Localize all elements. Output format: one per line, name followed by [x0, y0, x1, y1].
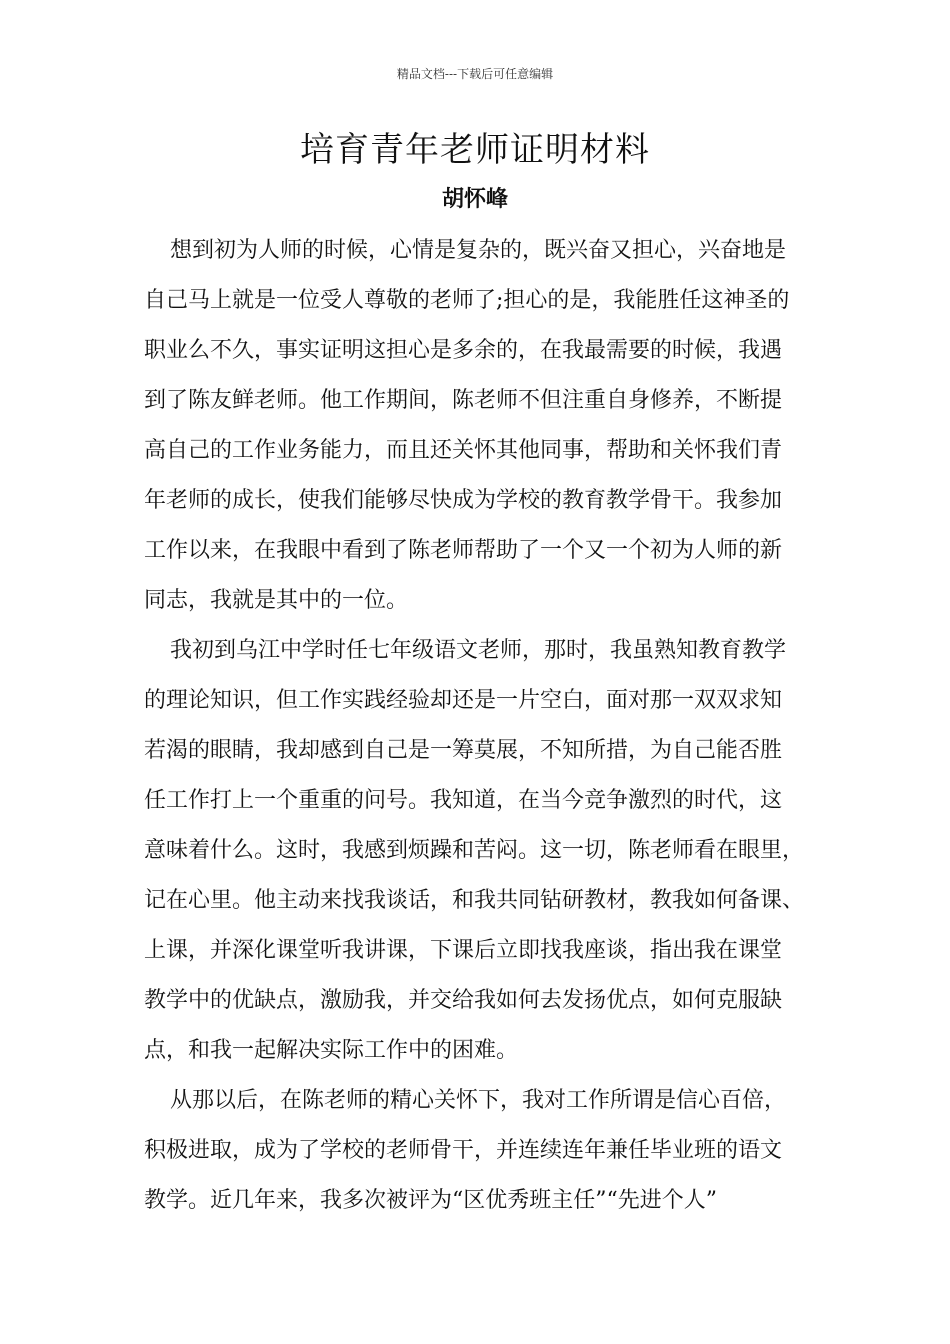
text-line: 同志，我就是其中的一位。	[144, 588, 409, 613]
text-line: 教学。近几年来，我多次被评为“区优秀班主任”“先进个人”	[144, 1188, 717, 1213]
text-line: 积极进取，成为了学校的老师骨干，并连续连年兼任毕业班的语文	[144, 1138, 783, 1163]
paragraph-1	[144, 226, 814, 626]
author-name: 胡怀峰	[441, 186, 508, 212]
text-line: 高自己的工作业务能力，而且还关怀其他同事，帮助和关怀我们青	[144, 438, 783, 463]
paragraph-3	[144, 1076, 814, 1226]
paragraph-2	[144, 626, 814, 1076]
page-header: 精品文档---下载后可任意编辑	[396, 67, 554, 81]
text-line: 自己马上就是一位受人尊敬的老师了;担心的是，我能胜任这神圣的	[144, 288, 790, 313]
text-line: 记在心里。他主动来找我谈话，和我共同钻研教材，教我如何备课、	[144, 888, 805, 913]
text-line: 任工作打上一个重重的问号。我知道，在当今竞争激烈的时代，这	[144, 788, 783, 813]
text-line: 教学中的优缺点，激励我，并交给我如何去发扬优点，如何克服缺	[144, 988, 783, 1013]
text-line: 的理论知识，但工作实践经验却还是一片空白，面对那一双双求知	[144, 688, 783, 713]
document-title: 培育青年老师证明材料	[300, 130, 650, 170]
text-line: 工作以来，在我眼中看到了陈老师帮助了一个又一个初为人师的新	[144, 538, 783, 563]
text-line: 点，和我一起解决实际工作中的困难。	[144, 1038, 519, 1063]
text-line: 到了陈友鲜老师。他工作期间，陈老师不但注重自身修养，不断提	[144, 388, 783, 413]
text-line: 想到初为人师的时候，心情是复杂的，既兴奋又担心，兴奋地是	[170, 238, 787, 263]
text-line: 我初到乌江中学时任七年级语文老师，那时，我虽熟知教育教学	[170, 638, 787, 663]
text-line: 上课，并深化课堂听我讲课，下课后立即找我座谈，指出我在课堂	[144, 938, 783, 963]
document-body	[144, 226, 814, 1226]
text-line: 若渴的眼睛，我却感到自己是一筹莫展，不知所措，为自己能否胜	[144, 738, 783, 763]
text-line: 从那以后，在陈老师的精心关怀下，我对工作所谓是信心百倍，	[170, 1088, 787, 1113]
text-line: 意味着什么。这时，我感到烦躁和苦闷。这一切，陈老师看在眼里，	[144, 838, 805, 863]
text-line: 职业么不久，事实证明这担心是多余的，在我最需要的时候，我遇	[144, 338, 783, 363]
text-line: 年老师的成长，使我们能够尽快成为学校的教育教学骨干。我参加	[144, 488, 783, 513]
